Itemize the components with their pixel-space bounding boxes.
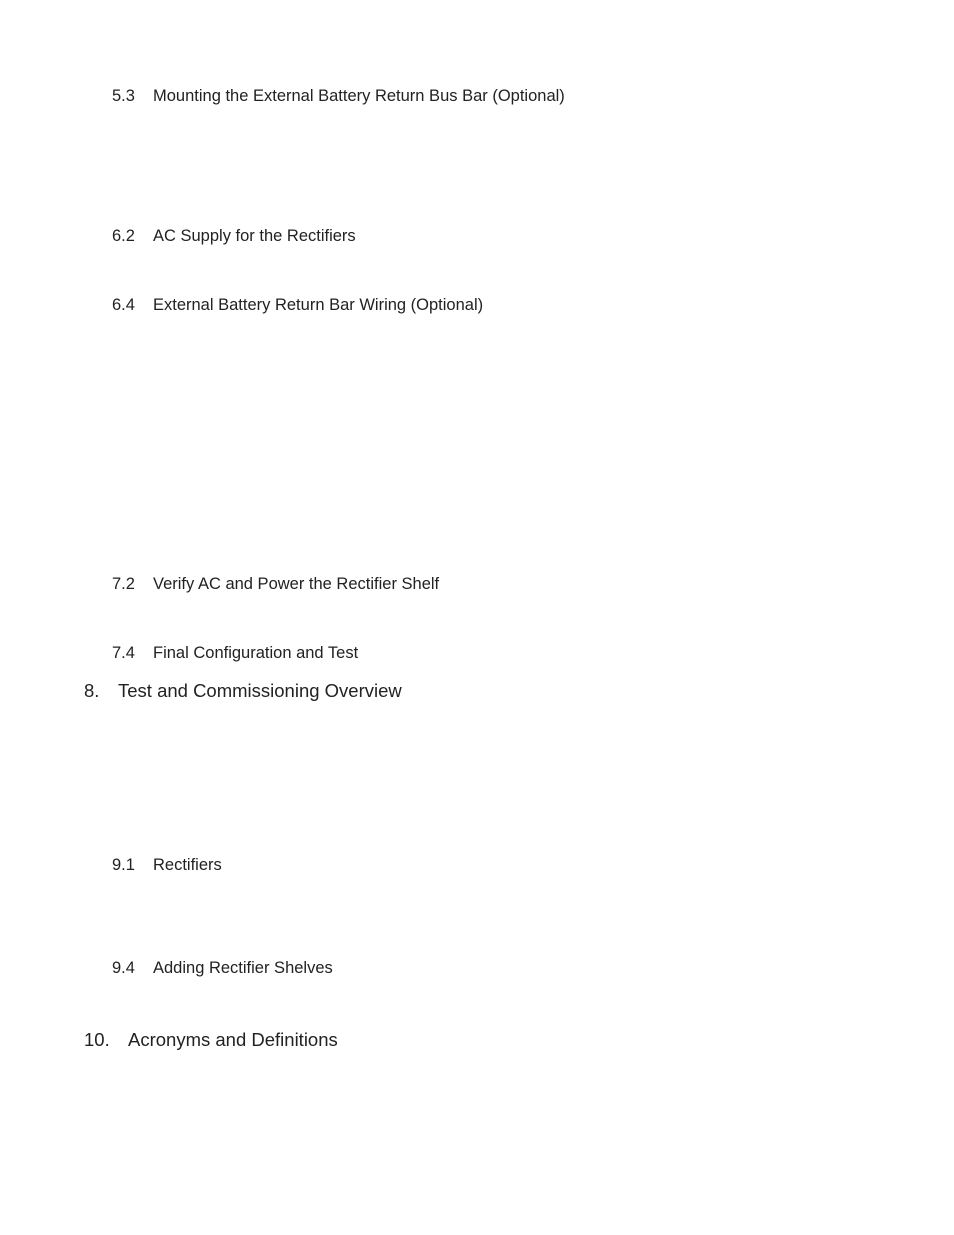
toc-entry-title: Acronyms and Definitions	[128, 1029, 338, 1050]
toc-entry-number: 6.4	[112, 296, 135, 314]
toc-entry-7-2[interactable]	[112, 575, 439, 594]
toc-entry-8[interactable]	[84, 680, 402, 702]
toc-entry-6-4[interactable]	[112, 296, 483, 315]
toc-entry-number: 5.3	[112, 87, 135, 105]
toc-entry-number: 6.2	[112, 227, 135, 245]
toc-entry-title: Verify AC and Power the Rectifier Shelf	[153, 575, 440, 593]
toc-entry-title: Final Configuration and Test	[153, 644, 359, 662]
toc-entry-7-4[interactable]	[112, 644, 358, 663]
toc-entry-title: Rectifiers	[153, 856, 222, 874]
toc-entry-9-1[interactable]	[112, 856, 222, 875]
toc-entry-10[interactable]	[84, 1029, 338, 1051]
toc-entry-number: 9.1	[112, 856, 135, 874]
toc-entry-title: Mounting the External Battery Return Bus Bar (Optional)	[153, 87, 565, 105]
toc-entry-5-3[interactable]	[112, 87, 565, 106]
toc-entry-number: 8.	[84, 680, 100, 701]
toc-entry-title: AC Supply for the Rectifiers	[153, 227, 356, 245]
toc-entry-number: 9.4	[112, 959, 135, 977]
toc-entry-number: 10.	[84, 1029, 110, 1050]
toc-entry-number: 7.4	[112, 644, 135, 662]
toc-entry-9-4[interactable]	[112, 959, 333, 978]
toc-entry-title: Test and Commissioning Overview	[118, 680, 402, 701]
toc-entry-title: External Battery Return Bar Wiring (Optional)	[153, 296, 484, 314]
toc-entry-number: 7.2	[112, 575, 135, 593]
toc-entry-6-2[interactable]	[112, 227, 356, 246]
toc-entry-title: Adding Rectifier Shelves	[153, 959, 333, 977]
